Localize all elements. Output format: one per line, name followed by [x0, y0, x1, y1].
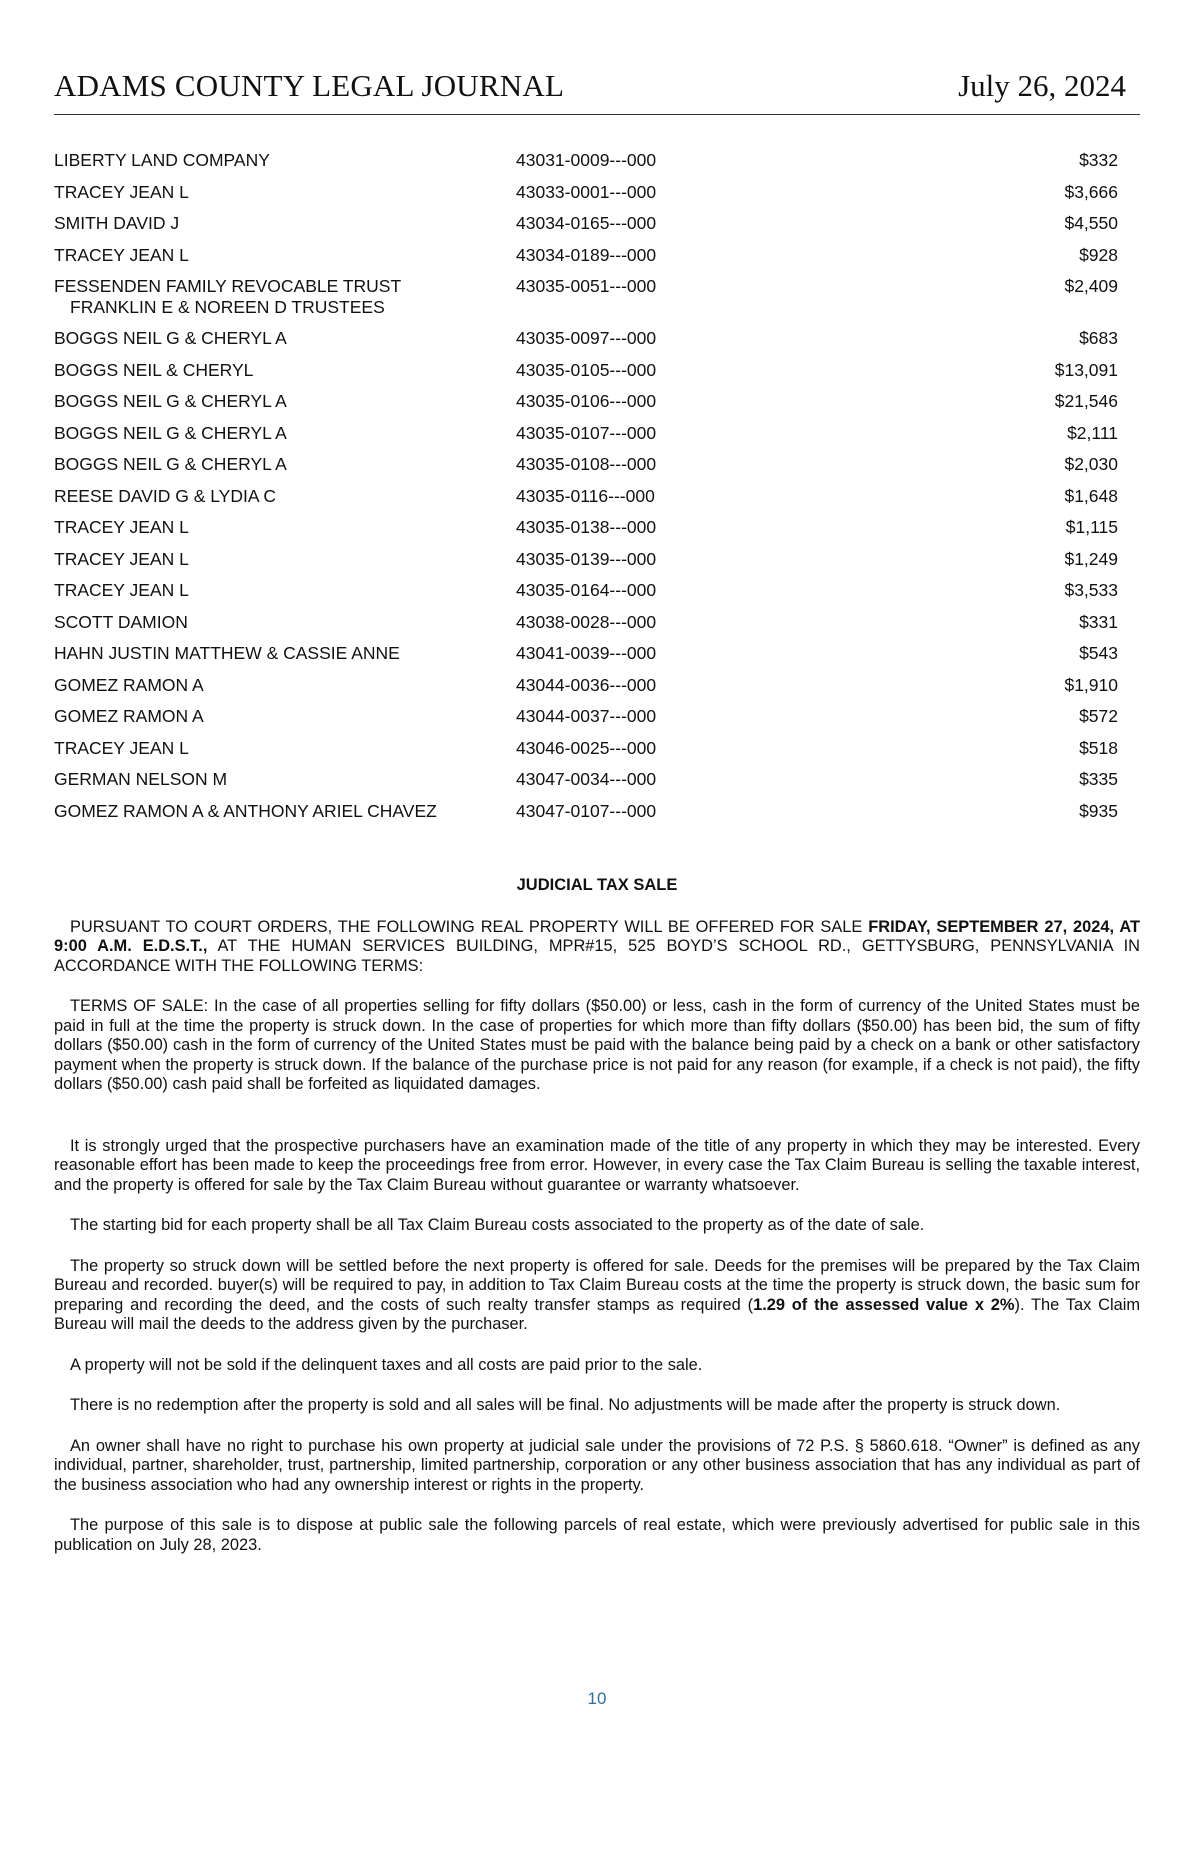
amount-due: $1,249: [1064, 548, 1118, 569]
terms-paragraph: TERMS OF SALE: In the case of all properties selling for fifty dollars ($50.00) or less, cash in the form of currency of the United States must be paid in full at the time the property is struck down. In the case of properties for which more than fifty dollars ($50.00) has been bid, the sum of fifty dollars ($50.00) cash in the form of currency of the United States must be paid with the balance being paid by a check on a bank or other satisfactory payment when the property is struck down. If the balance of the purchase price is not paid for any reason (for example, if a check is not paid), the fifty dollars ($50.00) cash paid shall be forfeited as liquidated damages.: [54, 997, 1140, 1093]
list-item: [54, 328, 1140, 360]
owner-name: TRACEY JEAN L: [54, 580, 189, 600]
issue-date: July 26, 2024: [958, 68, 1126, 103]
owner-name: TRACEY JEAN L: [54, 517, 189, 537]
owner-name: FESSENDEN FAMILY REVOCABLE TRUST: [54, 276, 402, 296]
owner-name: GOMEZ RAMON A: [54, 674, 204, 695]
purpose-paragraph: The purpose of this sale is to dispose at public sale the following parcels of real estate, which were previously advertised for public sale in this publication on July 28, 2023.: [54, 1516, 1140, 1554]
parcel-number: 43035-0051---000: [516, 276, 657, 296]
amount-due: $331: [1079, 611, 1118, 632]
parcel-number: 43046-0025---000: [516, 737, 657, 758]
amount-due: $21,546: [1054, 391, 1118, 411]
settlement-paragraph: [54, 1257, 1140, 1335]
transfer-stamp-rate: 1.29 of the assessed value x 2%: [753, 1295, 1015, 1314]
owner-name: SMITH DAVID J: [54, 213, 180, 233]
list-item: [54, 182, 1140, 214]
amount-due: $572: [1079, 706, 1118, 726]
settlement-text-continued: ). The Tax Claim Bureau will mail the deeds to the address given by the purchaser.: [54, 1295, 1140, 1333]
owner-name: SCOTT DAMION: [54, 611, 188, 632]
list-item: [54, 612, 1140, 644]
list-item: [54, 423, 1140, 455]
amount-due: $2,030: [1064, 454, 1118, 474]
owner-name: GOMEZ RAMON A: [54, 706, 204, 726]
amount-due: $13,091: [1054, 359, 1118, 380]
parcel-number: 43033-0001---000: [516, 181, 657, 202]
owner-name: GERMAN NELSON M: [54, 769, 228, 789]
list-item: [54, 245, 1140, 277]
list-item: [54, 801, 1140, 833]
owner-name: TRACEY JEAN L: [54, 548, 189, 569]
amount-due: $518: [1079, 737, 1118, 758]
owner-name: BOGGS NEIL G & CHERYL A: [54, 454, 287, 474]
parcel-number: 43044-0036---000: [516, 674, 657, 695]
list-item: [54, 580, 1140, 612]
list-item: [54, 675, 1140, 707]
owner-name: LIBERTY LAND COMPANY: [54, 150, 270, 170]
amount-due: $3,666: [1064, 181, 1118, 202]
owner-name: REESE DAVID G & LYDIA C: [54, 485, 277, 506]
page-header: [54, 66, 1140, 115]
owner-name: GOMEZ RAMON A & ANTHONY ARIEL CHAVEZ: [54, 800, 437, 821]
owner-name: TRACEY JEAN L: [54, 244, 189, 265]
list-item: [54, 549, 1140, 581]
amount-due: $2,111: [1067, 422, 1118, 443]
parcel-number: 43035-0097---000: [516, 328, 657, 348]
amount-due: $683: [1079, 328, 1118, 348]
amount-due: $1,648: [1064, 485, 1118, 506]
owner-definition-paragraph: An owner shall have no right to purchase his own property at judicial sale under the provisions of 72 P.S. § 5860.618. “Owner” is defined as any individual, partner, shareholder, trust, partnership, limited partnership, corporation or any other business association that has any individual as part of the business association who had any ownership interest or rights in the property.: [54, 1436, 1140, 1494]
page-number: 10: [587, 1689, 607, 1708]
section-title: JUDICIAL TAX SALE: [516, 876, 678, 894]
no-redemption-paragraph: There is no redemption after the property is sold and all sales will be final. No adjustments will be made after the property is struck down.: [70, 1396, 1061, 1414]
intro-paragraph: [54, 918, 1140, 977]
list-item: [54, 706, 1140, 738]
amount-due: $928: [1079, 244, 1118, 265]
delinquent-property-list: [54, 150, 1140, 832]
list-item: [54, 643, 1140, 675]
list-item: [54, 360, 1140, 392]
owner-name: BOGGS NEIL & CHERYL: [54, 359, 254, 380]
intro-text-continued: AT THE HUMAN SERVICES BUILDING, MPR#15, 525 BOYD’S SCHOOL RD., GETTYSBURG, PENNSYLVANIA IN ACCORDANCE WITH THE FOLLOWING TERMS:: [54, 937, 1140, 975]
list-item: [54, 517, 1140, 549]
parcel-number: 43035-0116---000: [516, 485, 655, 506]
amount-due: $1,115: [1065, 517, 1118, 537]
owner-name: TRACEY JEAN L: [54, 181, 189, 202]
list-item: [54, 391, 1140, 423]
parcel-number: 43035-0106---000: [516, 391, 657, 411]
title-examination-paragraph: It is strongly urged that the prospective purchasers have an examination made of the title of any property in which they may be interested. Every reasonable effort has been made to keep the proceedings free from error. However, in every case the Tax Claim Bureau is selling the taxable interest, and the property is offered for sale by the Tax Claim Bureau without guarantee or warranty whatsoever.: [54, 1136, 1140, 1194]
parcel-number: 43041-0039---000: [516, 643, 657, 663]
parcel-number: 43035-0138---000: [516, 517, 657, 537]
parcel-number: 43035-0105---000: [516, 359, 657, 380]
legal-journal-page: [54, 0, 1140, 1855]
list-item: [54, 454, 1140, 486]
parcel-number: 43035-0164---000: [516, 580, 657, 600]
list-item: [54, 769, 1140, 801]
owner-name-continued: FRANKLIN E & NOREEN D TRUSTEES: [70, 297, 385, 317]
amount-due: $335: [1079, 769, 1118, 789]
list-item: [54, 213, 1140, 245]
parcel-number: 43047-0034---000: [516, 769, 657, 789]
owner-name: BOGGS NEIL G & CHERYL A: [54, 328, 287, 348]
parcel-number: 43047-0107---000: [516, 800, 657, 821]
owner-name-block: [54, 276, 504, 318]
list-item: [54, 150, 1140, 182]
amount-due: $332: [1079, 150, 1118, 170]
amount-due: $543: [1079, 643, 1118, 663]
owner-name: TRACEY JEAN L: [54, 737, 189, 758]
judicial-tax-sale-notice: [54, 876, 1140, 1555]
parcel-number: 43034-0189---000: [516, 244, 657, 265]
parcel-number: 43038-0028---000: [516, 611, 657, 632]
intro-text: PURSUANT TO COURT ORDERS, THE FOLLOWING REAL PROPERTY WILL BE OFFERED FOR SALE: [70, 917, 869, 936]
amount-due: $935: [1079, 800, 1118, 821]
sale-date-time: FRIDAY, SEPTEMBER 27, 2024, AT 9:00 A.M. E.D.S.T.,: [54, 917, 1140, 955]
owner-name: BOGGS NEIL G & CHERYL A: [54, 391, 287, 411]
amount-due: $1,910: [1064, 674, 1118, 695]
starting-bid-paragraph: The starting bid for each property shall be all Tax Claim Bureau costs associated to the property as of the date of sale.: [70, 1216, 925, 1234]
parcel-number: 43035-0139---000: [516, 548, 657, 569]
publication-title: ADAMS COUNTY LEGAL JOURNAL: [54, 68, 565, 103]
amount-due: $4,550: [1064, 213, 1118, 233]
parcel-number: 43035-0107---000: [516, 422, 657, 443]
amount-due: $3,533: [1064, 580, 1118, 600]
parcel-number: 43035-0108---000: [516, 454, 657, 474]
owner-name: BOGGS NEIL G & CHERYL A: [54, 422, 287, 443]
parcel-number: 43031-0009---000: [516, 150, 657, 170]
list-item: [54, 738, 1140, 770]
amount-due: $2,409: [1064, 276, 1118, 296]
owner-name: HAHN JUSTIN MATTHEW & CASSIE ANNE: [54, 643, 400, 663]
list-item: [54, 276, 1140, 328]
settlement-text: The property so struck down will be settled before the next property is offered for sale. Deeds for the premises will be prepared by the Tax Claim Bureau and recorded. buyer(s) will be required to pay, in addition to Tax Claim Bureau costs at the time the property is struck down, the basic sum for preparing and recording the deed, and the costs of such realty transfer stamps as required (: [54, 1256, 1140, 1314]
list-item: [54, 486, 1140, 518]
parcel-number: 43034-0165---000: [516, 213, 657, 233]
parcel-number: 43044-0037---000: [516, 706, 657, 726]
not-sold-paragraph: A property will not be sold if the delinquent taxes and all costs are paid prior to the sale.: [70, 1355, 703, 1374]
